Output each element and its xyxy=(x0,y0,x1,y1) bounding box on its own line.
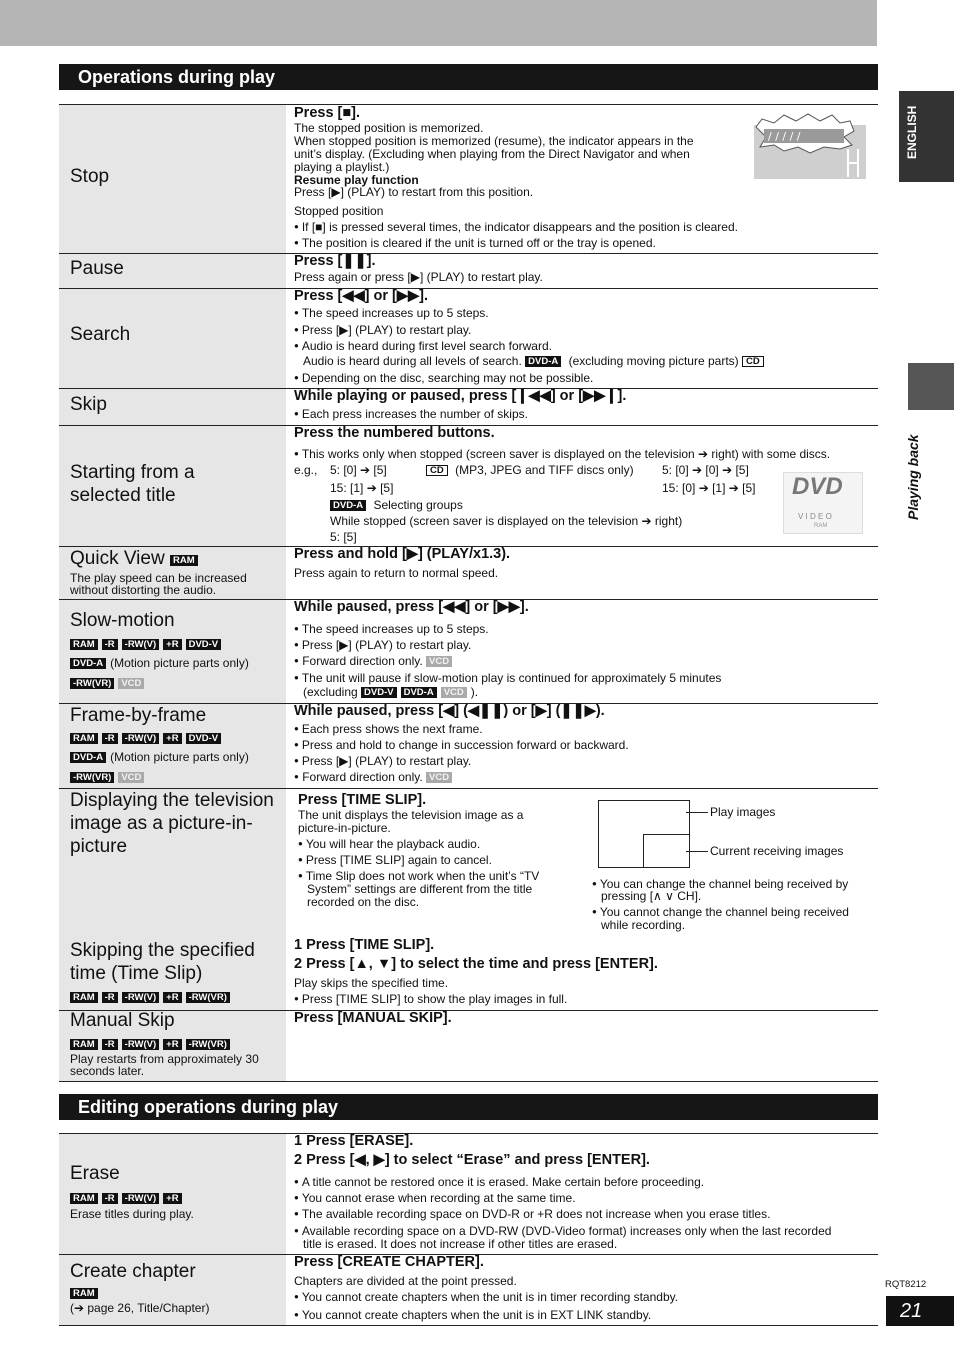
erase-step1: 1 Press [ERASE]. xyxy=(294,1133,414,1149)
stop-line: Press [▶] (PLAY) to restart from this position. xyxy=(294,185,534,199)
badge-rw-vr: -RW(VR) xyxy=(70,678,114,689)
badge-plus-r: +R xyxy=(163,1193,181,1204)
pip-title-line2: image as a picture-in- xyxy=(70,813,253,834)
pip-right-line: pressing [∧ ∨ CH]. xyxy=(601,889,702,903)
erase-title: Erase xyxy=(70,1163,120,1184)
badge-rw-vr: -RW(VR) xyxy=(186,1039,230,1050)
row-starting xyxy=(59,425,878,546)
stop-title: Stop xyxy=(70,166,110,187)
row-timeslip-content xyxy=(294,789,874,1010)
badge-vcd: VCD xyxy=(426,772,452,783)
dvd-video-logo xyxy=(783,472,863,534)
pause-heading: Press [❚❚]. xyxy=(294,253,376,269)
section-header-editing: Editing operations during play xyxy=(59,1094,878,1120)
row-stop-content xyxy=(294,105,874,253)
section-header-operations: Operations during play xyxy=(59,64,878,90)
pip-bullet: ● Time Slip does not work when the unit’s “TV xyxy=(298,868,539,884)
stop-line: Stopped position xyxy=(294,204,384,218)
bullet-icon: ● xyxy=(294,656,299,665)
badge-r: -R xyxy=(102,639,118,650)
manualskip-badges xyxy=(70,1037,234,1051)
badge-ram: RAM xyxy=(70,1193,98,1204)
excluding-text: (excluding xyxy=(303,685,358,699)
row-timeslip xyxy=(59,788,878,1010)
dvd-logo-text: DVD xyxy=(792,473,843,500)
row-slowmotion xyxy=(59,599,878,703)
example-entry: 15: [1] ➔ [5] xyxy=(330,481,394,495)
svg-text:/ / / / /: / / / / / xyxy=(768,130,801,143)
leader-line xyxy=(686,812,708,813)
stop-heading: Press [■]. xyxy=(294,105,360,121)
row-pause-content xyxy=(294,254,874,288)
example-groups-line xyxy=(330,498,463,513)
frame-badges xyxy=(70,731,225,745)
starting-title-line1: Starting from a xyxy=(70,462,195,483)
example-groups-text: Selecting groups xyxy=(373,498,463,512)
badge-vcd: VCD xyxy=(118,678,144,689)
search-bullet: ● Audio is heard during first level search forward. xyxy=(294,338,552,354)
badge-rw-v: -RW(V) xyxy=(122,1039,159,1050)
example-label: e.g., xyxy=(294,463,318,477)
badge-dvd-a: DVD-A xyxy=(70,658,106,669)
skip-heading: While playing or paused, press [❙◀◀] or [▶▶❙]. xyxy=(294,388,627,404)
badge-r: -R xyxy=(102,992,118,1003)
badge-plus-r: +R xyxy=(163,639,181,650)
row-slowmotion-label-cell xyxy=(59,600,286,703)
slowmotion-bullet: ● The unit will pause if slow-motion play is continued for approximately 5 minutes xyxy=(294,670,721,686)
stop-bullet: ● If [■] is pressed several times, the indicator disappears and the position is cleared. xyxy=(294,219,738,235)
starting-heading: Press the numbered buttons. xyxy=(294,425,495,441)
badge-ram: RAM xyxy=(70,992,98,1003)
badge-rw-v: -RW(V) xyxy=(122,639,159,650)
slowmotion-bullet: ● Press [▶] (PLAY) to restart play. xyxy=(294,637,471,653)
frame-bullet: ● Press [▶] (PLAY) to restart play. xyxy=(294,753,471,769)
pip-line: picture-in-picture. xyxy=(298,821,391,835)
badge-dvd-a: DVD-A xyxy=(525,356,561,367)
badge-dvd-v: DVD-V xyxy=(361,687,397,698)
slowmotion-dvda-line xyxy=(70,656,249,670)
row-stop-label-cell xyxy=(59,105,286,253)
motion-parts-note: (Motion picture parts only) xyxy=(110,750,249,764)
skip-title: Skip xyxy=(70,394,107,415)
search-heading: Press [◀◀] or [▶▶]. xyxy=(294,288,429,304)
search-bullet: ● Depending on the disc, searching may not be possible. xyxy=(294,370,593,386)
timeslip-badges xyxy=(70,990,234,1004)
leader-line xyxy=(686,851,708,852)
manualskip-sub: seconds later. xyxy=(70,1064,145,1078)
search-audio-text: Audio is heard during all levels of search. xyxy=(303,354,522,368)
slowmotion-title: Slow-motion xyxy=(70,610,175,631)
frame-heading: While paused, press [◀] (◀❚❚) or [▶] (❚❚▶). xyxy=(294,703,605,719)
badge-rw-vr: -RW(VR) xyxy=(186,992,230,1003)
badge-ram: RAM xyxy=(70,639,98,650)
chapter-heading: Press [CREATE CHAPTER]. xyxy=(294,1254,484,1270)
timeslip-title-line1: Skipping the specified xyxy=(70,940,255,961)
row-quickview-content xyxy=(294,547,874,599)
timeslip-bullet: ● Press [TIME SLIP] to show the play images in full. xyxy=(294,991,567,1007)
badge-rw-vr: -RW(VR) xyxy=(70,772,114,783)
quickview-sub: The play speed can be increased xyxy=(70,571,247,585)
play-images-label: Play images xyxy=(710,805,776,819)
dvd-logo-subtext: V I D E O xyxy=(798,512,832,521)
search-audio-line xyxy=(303,354,768,369)
chapter-sub: (➔ page 26, Title/Chapter) xyxy=(70,1301,210,1315)
document-code: RQT8212 xyxy=(885,1279,927,1290)
stop-line: When stopped position is memorized (resume), the indicator appears in the xyxy=(294,134,694,148)
slowmotion-badges xyxy=(70,637,225,651)
row-manualskip xyxy=(59,1010,878,1082)
section-side-label: Playing back xyxy=(905,434,921,520)
erase-sub: Erase titles during play. xyxy=(70,1207,194,1221)
quickview-heading: Press and hold [▶] (PLAY/x1.3). xyxy=(294,546,511,562)
slowmotion-bullet: ● The speed increases up to 5 steps. xyxy=(294,621,489,637)
timeslip-step2: 2 Press [▲, ▼] to select the time and press [ENTER]. xyxy=(294,956,658,972)
search-bullet: ● The speed increases up to 5 steps. xyxy=(294,305,489,321)
row-quickview-label-cell xyxy=(59,547,286,599)
row-skip xyxy=(59,388,878,425)
manualskip-heading: Press [MANUAL SKIP]. xyxy=(294,1010,452,1026)
erase-bullet: ● A title cannot be restored once it is erased. Make certain before proceeding. xyxy=(294,1174,704,1190)
chapter-bullet: ● You cannot create chapters when the unit is in timer recording standby. xyxy=(294,1289,678,1305)
badge-ram: RAM xyxy=(70,733,98,744)
badge-cd: CD xyxy=(742,356,764,367)
starting-title-line2: selected title xyxy=(70,485,176,506)
pip-line: The unit displays the television image as a xyxy=(298,808,524,822)
pip-right-bullet: ● You can change the channel being received by xyxy=(592,876,848,892)
chapter-line: Chapters are divided at the point pressed. xyxy=(294,1274,517,1288)
row-frame-content xyxy=(294,704,874,788)
row-manualskip-content xyxy=(294,1011,874,1081)
quickview-title-line xyxy=(70,547,202,570)
erase-step2: 2 Press [◀, ▶] to select “Erase” and press [ENTER]. xyxy=(294,1152,650,1168)
manualskip-sub: Play restarts from approximately 30 xyxy=(70,1052,259,1066)
row-manualskip-label-cell xyxy=(59,1011,286,1081)
example-entry: 5: [5] xyxy=(330,530,357,544)
badge-plus-r: +R xyxy=(163,1039,181,1050)
row-skip-label-cell xyxy=(59,389,286,425)
row-slowmotion-content xyxy=(294,600,874,703)
row-erase-content xyxy=(294,1134,874,1254)
slowmotion-badges-2 xyxy=(70,676,148,690)
quickview-title: Quick View xyxy=(70,548,165,569)
timeslip-title-line2: time (Time Slip) xyxy=(70,963,203,984)
badge-rw-v: -RW(V) xyxy=(122,733,159,744)
badge-ram: RAM xyxy=(70,1039,98,1050)
erase-bullet: ● Available recording space on a DVD-RW (DVD-Video format) increases only when the last recorded xyxy=(294,1223,831,1239)
pip-title-line3: picture xyxy=(70,836,128,857)
motion-parts-note: (Motion picture parts only) xyxy=(110,656,249,670)
quickview-sub: without distorting the audio. xyxy=(70,583,217,597)
erase-line: title is erased. It does not increase if other titles are erased. xyxy=(303,1237,618,1251)
top-bar xyxy=(0,0,877,46)
badge-cd: CD xyxy=(426,465,448,476)
pip-line: System” settings are different from the title xyxy=(307,882,533,896)
pip-right-bullet: ● You cannot change the channel being received xyxy=(592,904,849,920)
slowmotion-excluding-line xyxy=(303,685,478,700)
language-tab-label: ENGLISH xyxy=(905,105,919,159)
pip-heading: Press [TIME SLIP]. xyxy=(298,792,427,808)
starting-bullet: ● This works only when stopped (screen saver is displayed on the television ➔ right) with some discs. xyxy=(294,446,830,462)
row-chapter-content xyxy=(294,1255,874,1325)
badge-plus-r: +R xyxy=(163,733,181,744)
row-erase-label-cell xyxy=(59,1134,286,1254)
search-excluding-text: (excluding moving picture parts) xyxy=(568,354,739,368)
erase-bullet: ● You cannot erase when recording at the same time. xyxy=(294,1190,576,1206)
row-pause-label-cell xyxy=(59,254,286,288)
bullet-icon: ● xyxy=(294,772,299,781)
row-starting-label-cell xyxy=(59,426,286,546)
badge-r: -R xyxy=(102,733,118,744)
badge-r: -R xyxy=(102,1193,118,1204)
badge-r: -R xyxy=(102,1039,118,1050)
pip-title-line1: Displaying the television xyxy=(70,790,274,811)
example-entry: 5: [0] ➔ [0] ➔ [5] xyxy=(662,463,749,477)
row-search-label-cell xyxy=(59,289,286,388)
badge-rw-v: -RW(V) xyxy=(122,992,159,1003)
erase-badges xyxy=(70,1191,186,1205)
timeslip-line: Play skips the specified time. xyxy=(294,976,449,990)
row-quickview xyxy=(59,546,878,599)
slowmotion-forward-line xyxy=(294,653,456,669)
pip-right-line: while recording. xyxy=(601,918,686,932)
row-chapter-label-cell xyxy=(59,1255,286,1325)
chapter-tab-marker xyxy=(908,363,954,410)
pip-line: recorded on the disc. xyxy=(307,895,420,909)
badge-dvd-a: DVD-A xyxy=(70,752,106,763)
row-frame xyxy=(59,703,878,788)
pause-title: Pause xyxy=(70,258,124,279)
stop-bullet: ● The position is cleared if the unit is turned off or the tray is opened. xyxy=(294,235,656,251)
chapter-title: Create chapter xyxy=(70,1261,196,1282)
frame-bullet: ● Each press shows the next frame. xyxy=(294,721,483,737)
badge-plus-r: +R xyxy=(163,992,181,1003)
badge-dvd-v: DVD-V xyxy=(186,733,222,744)
pip-bullet: ● You will hear the playback audio. xyxy=(298,836,480,852)
row-search xyxy=(59,288,878,388)
page-number: 21 xyxy=(886,1296,954,1326)
row-starting-content xyxy=(294,426,874,546)
frame-forward-line xyxy=(294,769,456,785)
frame-title: Frame-by-frame xyxy=(70,705,207,726)
badge-vcd: VCD xyxy=(441,687,467,698)
chapter-badges xyxy=(70,1286,102,1300)
dvd-logo-ram-text: RAM xyxy=(814,523,828,529)
row-chapter xyxy=(59,1254,878,1326)
timeslip-step1: 1 Press [TIME SLIP]. xyxy=(294,937,435,953)
row-skip-content xyxy=(294,389,874,425)
skip-bullet: ● Each press increases the number of skips. xyxy=(294,406,528,422)
stop-line: The stopped position is memorized. xyxy=(294,121,484,135)
example-line: While stopped (screen saver is displayed on the television ➔ right) xyxy=(330,514,683,528)
row-stop xyxy=(59,104,878,253)
search-title: Search xyxy=(70,324,131,345)
frame-dvda-line xyxy=(70,750,249,764)
badge-rw-v: -RW(V) xyxy=(122,1193,159,1204)
badge-vcd: VCD xyxy=(426,656,452,667)
example-entry: 15: [0] ➔ [1] ➔ [5] xyxy=(662,481,756,495)
current-receiving-label: Current receiving images xyxy=(710,844,844,858)
badge-dvd-a: DVD-A xyxy=(401,687,437,698)
chapter-bullet: ● You cannot create chapters when the unit is in EXT LINK standby. xyxy=(294,1307,651,1323)
badge-vcd: VCD xyxy=(118,772,144,783)
language-tab xyxy=(899,91,954,182)
stop-line: unit’s display. (Excluding when playing from the Direct Navigator and when xyxy=(294,147,690,161)
pip-bullet: ● Press [TIME SLIP] again to cancel. xyxy=(298,852,492,868)
badge-ram: RAM xyxy=(70,1288,98,1299)
pause-line: Press again or press [▶] (PLAY) to restart play. xyxy=(294,270,543,284)
manualskip-title: Manual Skip xyxy=(70,1010,175,1031)
row-pause xyxy=(59,253,878,288)
unit-display-illustration xyxy=(754,111,866,179)
frame-forward-text: Forward direction only. xyxy=(302,770,423,784)
erase-bullet: ● The available recording space on DVD-R or +R does not increase when you erase titles. xyxy=(294,1206,770,1222)
stop-line: playing a playlist.) xyxy=(294,160,390,174)
badge-dvd-a: DVD-A xyxy=(330,500,366,511)
current-receiving-images-window xyxy=(643,834,690,868)
row-timeslip-label-cell xyxy=(59,789,286,1010)
badge-dvd-v: DVD-V xyxy=(186,639,222,650)
frame-badges-2 xyxy=(70,770,148,784)
example-entry: 5: [0] ➔ [5] xyxy=(330,463,387,477)
example-cd-line xyxy=(426,463,634,478)
frame-bullet: ● Press and hold to change in succession forward or backward. xyxy=(294,737,629,753)
row-search-content xyxy=(294,289,874,388)
row-erase xyxy=(59,1133,878,1254)
slowmotion-heading: While paused, press [◀◀] or [▶▶]. xyxy=(294,599,529,615)
resume-play-heading: Resume play function xyxy=(294,173,419,187)
excluding-close: ). xyxy=(470,685,479,699)
search-bullet: ● Press [▶] (PLAY) to restart play. xyxy=(294,322,471,338)
slowmotion-forward-text: Forward direction only. xyxy=(302,654,423,668)
example-cd-text: (MP3, JPEG and TIFF discs only) xyxy=(455,463,634,477)
row-frame-label-cell xyxy=(59,704,286,788)
quickview-line: Press again to return to normal speed. xyxy=(294,566,499,580)
badge-ram: RAM xyxy=(170,555,198,566)
